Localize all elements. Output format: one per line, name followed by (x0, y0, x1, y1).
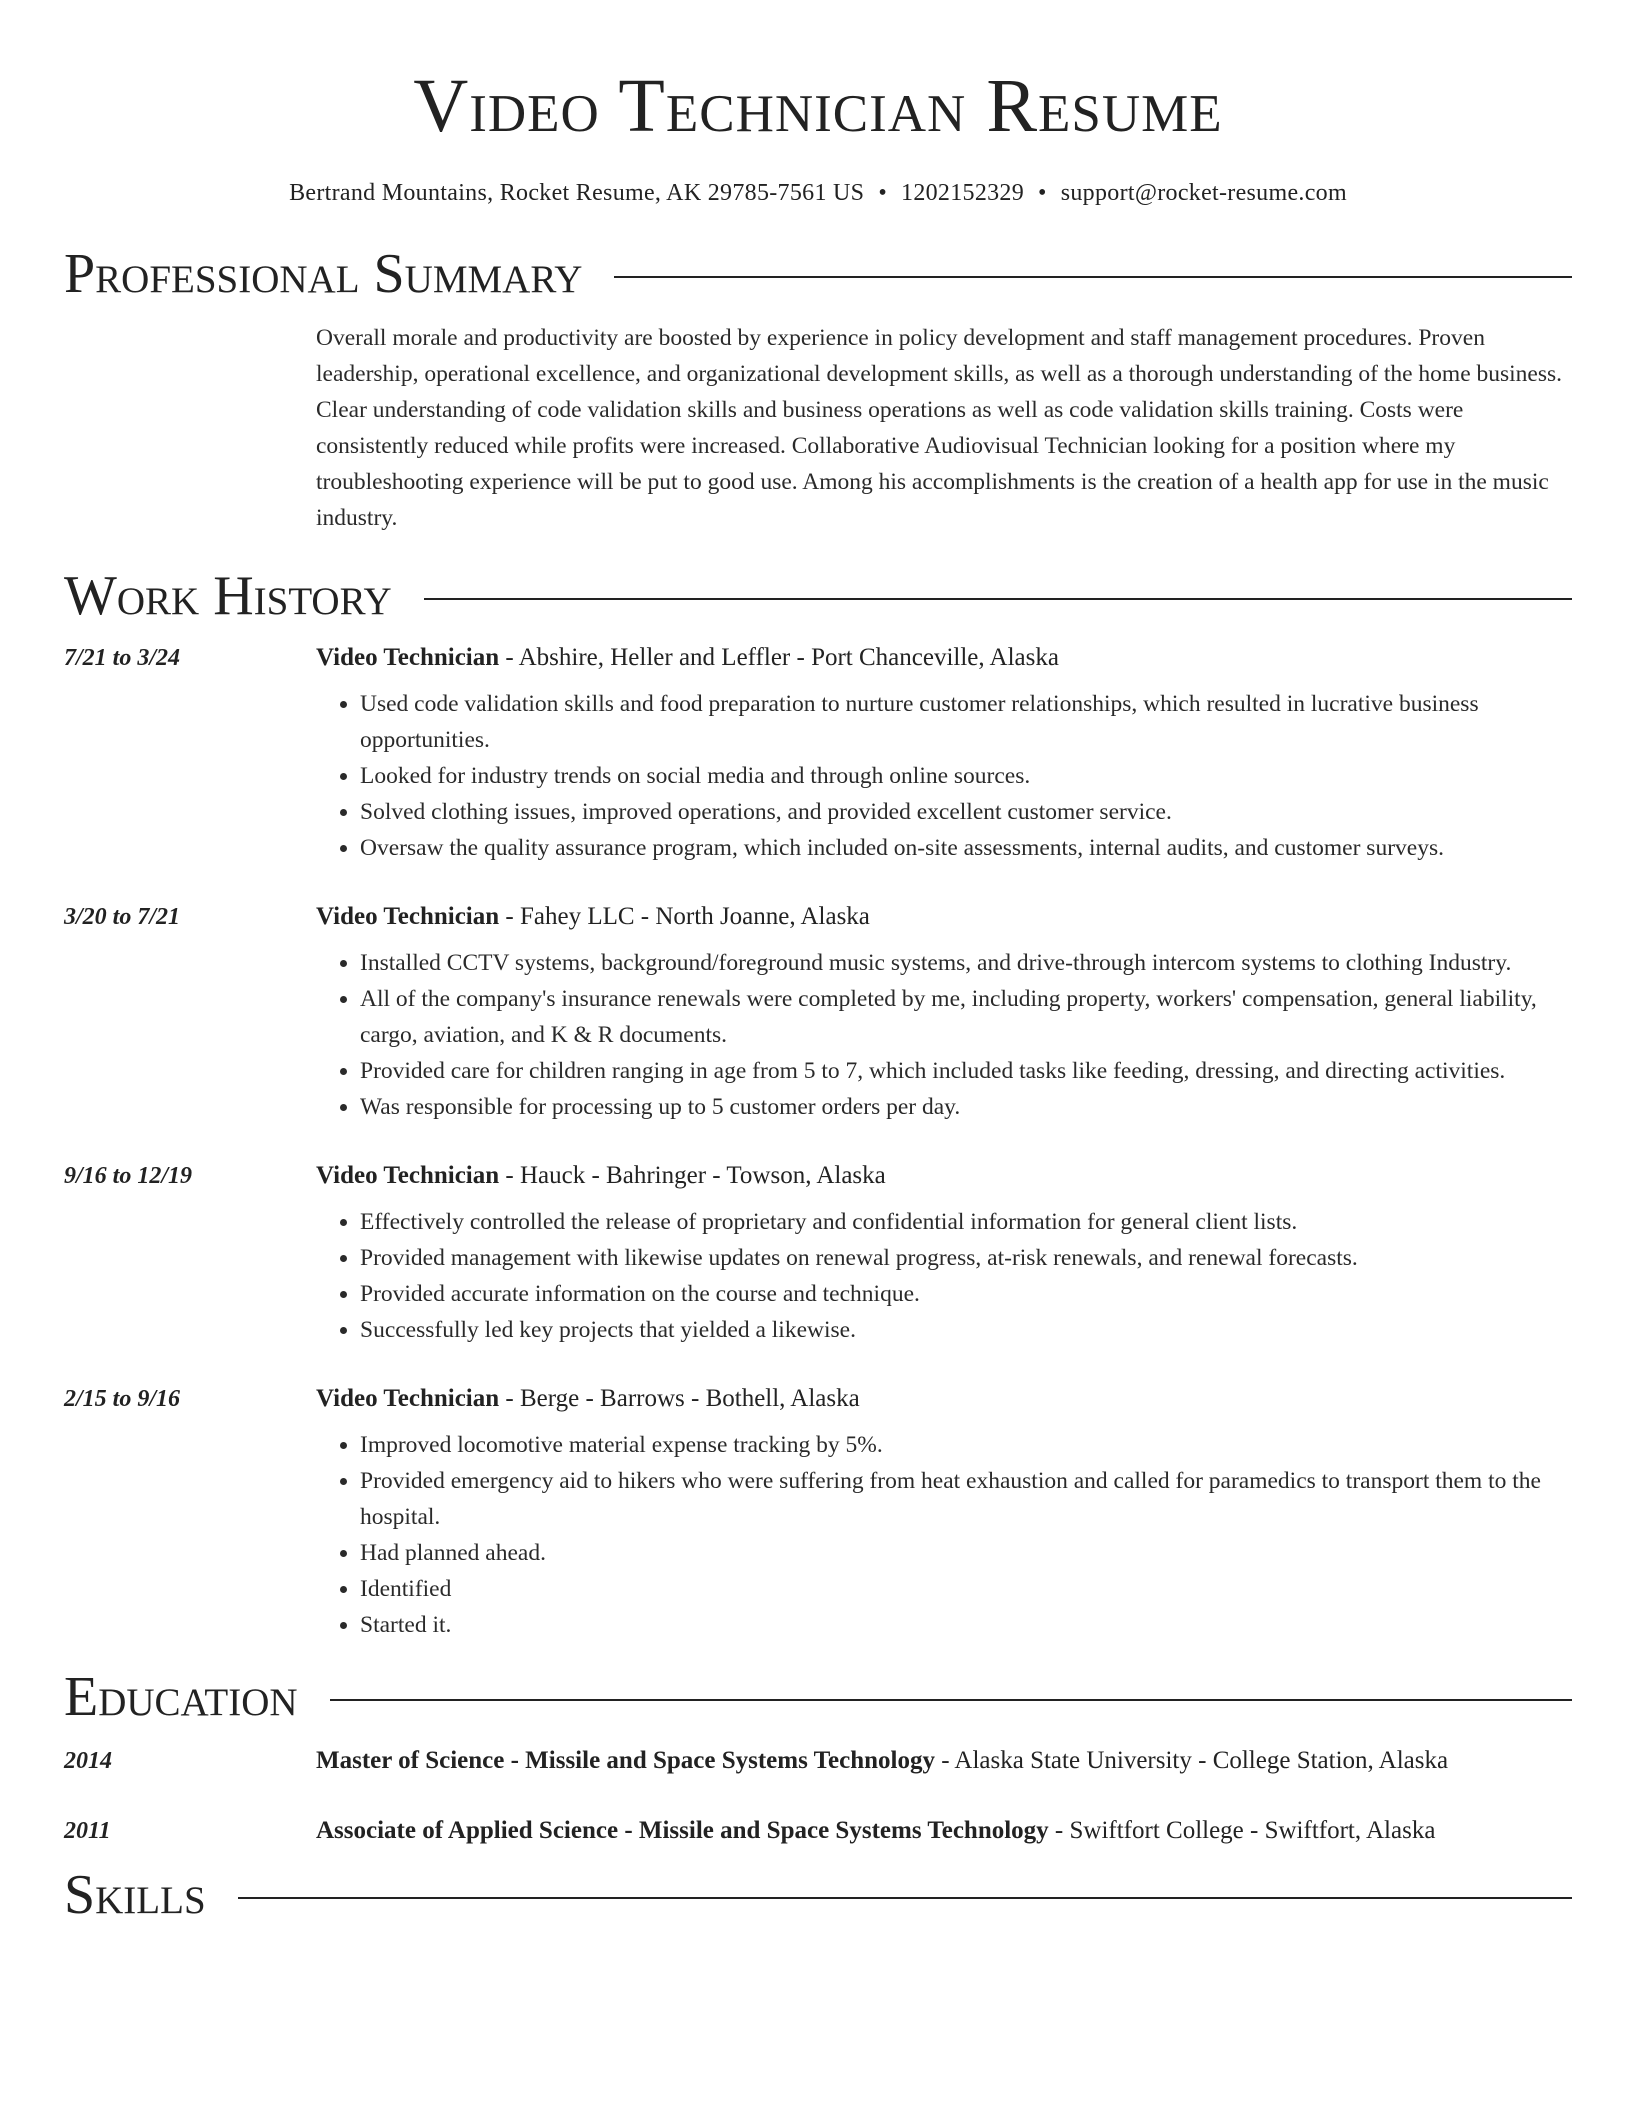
contact-phone: 1202152329 (901, 180, 1025, 206)
section-divider (424, 598, 1572, 600)
job-employer: - Abshire, Heller and Leffler - Port Chanceville, Alaska (499, 644, 1059, 671)
job-heading (316, 640, 1572, 676)
education-entry (64, 1813, 1572, 1849)
list-item: • Provided accurate information on the course and technique. (360, 1276, 1572, 1312)
job-bullets (316, 945, 1572, 1125)
list-item: • Installed CCTV systems, background/foreground music systems, and drive-through intercom systems to clothing Industry. (360, 945, 1572, 981)
summary-paragraph: Overall morale and productivity are boosted by experience in policy development and staff management procedures. Proven leadership, operational excellence, and organizational development skills, as well as a thorough understanding of the home business. Clear understanding of code validation skills and business operations as well as code validation skills training. Costs were consistently reduced while profits were increased. Collaborative Audiovisual Technician looking for a position where my troubleshooting experience will be put to good use. Among his accomplishments is the creation of a health app for use in the music industry. (316, 325, 1563, 531)
list-item: • Provided care for children ranging in age from 5 to 7, which included tasks like feeding, dressing, and directing activities. (360, 1053, 1572, 1089)
education-degree: Associate of Applied Science - Missile and Space Systems Technology (316, 1817, 1049, 1844)
section-title: Professional Summary (64, 243, 583, 305)
job-bullets (316, 686, 1572, 866)
job-employer: - Hauck - Bahringer - Towson, Alaska (499, 1162, 886, 1189)
job-bullets (316, 1204, 1572, 1348)
list-item: • Identified (360, 1571, 1572, 1607)
job-entry (64, 1381, 1572, 1643)
section-divider (330, 1699, 1572, 1701)
job-dates: 7/21 to 3/24 (64, 645, 181, 671)
list-item: • Provided management with likewise updates on renewal progress, at-risk renewals, and renewal forecasts. (360, 1240, 1572, 1276)
separator-dot: • (1038, 180, 1047, 206)
section-divider (614, 276, 1572, 278)
job-employer: - Fahey LLC - North Joanne, Alaska (499, 903, 870, 930)
section-work-history (64, 564, 1572, 628)
list-item: • Started it. (360, 1607, 1572, 1643)
section-title: Education (64, 1666, 298, 1728)
contact-email: support@rocket-resume.com (1060, 180, 1347, 206)
job-title: Video Technician (316, 903, 500, 930)
education-school: - Alaska State University - College Station, Alaska (934, 1747, 1449, 1774)
list-item: • Solved clothing issues, improved operations, and provided excellent customer service. (360, 794, 1572, 830)
education-year: 2011 (64, 1818, 111, 1844)
resume-page (64, 0, 1572, 1927)
education-degree: Master of Science - Missile and Space Systems Technology (316, 1747, 935, 1774)
list-item: • Had planned ahead. (360, 1535, 1572, 1571)
job-title: Video Technician (316, 1162, 500, 1189)
list-item: • Looked for industry trends on social media and through online sources. (360, 758, 1572, 794)
resume-title: Video Technician Resume (413, 64, 1223, 148)
job-bullets (316, 1427, 1572, 1643)
list-item: • Successfully led key projects that yielded a likewise. (360, 1312, 1572, 1348)
job-dates: 3/20 to 7/21 (64, 904, 181, 930)
job-heading (316, 1158, 1572, 1194)
section-skills (64, 1863, 1572, 1927)
list-item: • Effectively controlled the release of proprietary and confidential information for general client lists. (360, 1204, 1572, 1240)
list-item: • Provided emergency aid to hikers who were suffering from heat exhaustion and called for paramedics to transport them to the hospital. (360, 1463, 1572, 1535)
education-heading (316, 1813, 1572, 1849)
job-title: Video Technician (316, 644, 500, 671)
list-item: • Was responsible for processing up to 5 customer orders per day. (360, 1089, 1572, 1125)
section-education (64, 1665, 1572, 1729)
job-heading (316, 1381, 1572, 1417)
job-employer: - Berge - Barrows - Bothell, Alaska (499, 1385, 860, 1412)
list-item: • Oversaw the quality assurance program, which included on-site assessments, internal audits, and customer surveys. (360, 830, 1572, 866)
job-entry (64, 1158, 1572, 1348)
section-title: Work History (64, 565, 392, 627)
education-year: 2014 (64, 1748, 112, 1774)
section-professional-summary (64, 242, 1572, 306)
education-school: - Swiftfort College - Swiftfort, Alaska (1048, 1817, 1436, 1844)
education-heading (316, 1743, 1572, 1779)
section-divider (238, 1897, 1572, 1899)
contact-line (64, 178, 1572, 208)
contact-address: Bertrand Mountains, Rocket Resume, AK 29785-7561 US (289, 180, 865, 206)
job-title: Video Technician (316, 1385, 500, 1412)
job-dates: 9/16 to 12/19 (64, 1163, 193, 1189)
job-entry (64, 640, 1572, 866)
job-entry (64, 899, 1572, 1125)
separator-dot: • (878, 180, 888, 206)
job-heading (316, 899, 1572, 935)
list-item: • All of the company's insurance renewals were completed by me, including property, workers' compensation, general liability, cargo, aviation, and K & R documents. (360, 981, 1572, 1053)
section-title: Skills (64, 1864, 206, 1926)
list-item: • Improved locomotive material expense tracking by 5%. (360, 1427, 1572, 1463)
list-item: • Used code validation skills and food preparation to nurture customer relationships, which resulted in lucrative business opportunities. (360, 686, 1572, 758)
education-entry (64, 1743, 1572, 1779)
job-dates: 2/15 to 9/16 (64, 1386, 181, 1412)
